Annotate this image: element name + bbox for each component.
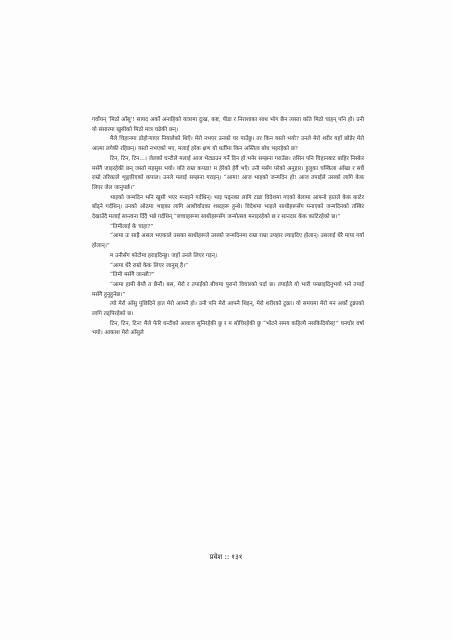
paragraph-3: टिन, टिन, टिन...। जेलको घन्टीले मलाई आज भेट्याउन गर्ने दिन हो भनेर सम्झना गराउँछ। तसिन पनि चिहानबाट बाहिर निस्केर मसँगै जाइरहेकी छन् जस्तो महसुस भयो। यति राम्रा कपडा! म हेरेको हेर्यै भएँ। उनी मसँग परेको अनुहार। हुलुका चम्किला आँखा र सधैं राम्रो तरिकाले शृङ्गारिएको कपाल। उनले मलाई सम्झना गराइन्। “आमा! आज भाइको जन्मदिन हो! आज तपाईंले उसको लागि केक लिएर जेल जानुपर्छ।” (92, 155, 364, 191)
paragraph-2: मैले चिहानमा डोहोऱ्याएर नियालेको थिएँ। मेरो नभएर उनको घर पाउँछु। तर किन यस्तो भयो? उनले मेरो शरीर यहाँ छोडेर मेरो आत्मा लगेकी रहिछन्। यस्तो नभएको भए, मलाई हरेक क्षण यो धर्तीमा किन अस्तित्व बोध भइरहेको छ? (92, 136, 364, 153)
page-footer: प्रवेश :: १३१ (209, 553, 243, 561)
dialogue-4: “तिमी मसँगै जान्छौ?” (110, 272, 155, 279)
dialogue-3: “आमा धेरै राम्रो केक लिएर जानुस् है।” (110, 262, 188, 269)
paragraph-7: टिन, टिन, टिन! मैले फेरि घन्टीको आवाज सुनिरहेकी छु र म सोचिरहेकी छु “भोटने समय कहिल्यै नसकिदियोस्!” घनघोर वर्षा भयो। आकाश मेरो आँसुले (92, 320, 364, 337)
paragraph-1: गर्वोयन् ‘मिठो आँसु’! सायद अर्को अनाहिको यात्रामा दुःख, कष्ट, पीडा र निराशाका साथ भोग छैन त्यस्ता कति मिठो चाहन् पनि हो। उनी यो संसारमा खुसीको मिठो मात्र चढेकी छन्। (92, 117, 364, 133)
body-text (92, 116, 364, 339)
dialogue-2: “आमा उः साह्रै असल भएकाले उसका साथीहरूले उसको जन्मदिनमा राम्रा राम्रा उपहार ल्याइदिए होलान्। उसलाई धेरै माया गर्या होलान्।” (92, 233, 364, 250)
dialogue-5: “आमा हामी बेग्लै त छैनौं। बस, मेरो र तपाईंको बीचमा पुरानो विचारको पर्दा छ। तपाईंले यो भारी पन्छाइदिनुभयो भने तपाईं मसँगै हुनुहुनेछ।” (92, 281, 364, 298)
dialogue-1: “तिमीलाई के चाहा?” (110, 223, 154, 230)
paragraph-4: भाइको जन्मदिन भनि खुसी भएर मनाइने गर्दथिन्। भाइ पढ्नका लागि टाढा विदेशमा गएको बेलामा आफ्नो हातले केक काटेर बाँड्ने गर्दथिन्। उनको ओठमा भाइका लागि आशीर्वादका शब्दहरू हुन्थे। विदेशमा भाइले साथीहरूसँग मनाएको जन्मदिनको तस्बिर देखाउँदै मलाई सान्त्वना दिँदै भन्ने गर्दथिन् “बच्चाहरूमा साथीहरूसँग जन्मोत्सव मनाइरहेको छ र सानदार केक काटिरहेको छ।” (92, 194, 364, 221)
paragraph-6: त्यो मेरो आँसु पुछिदिने हात मेरो आफ्नै हो। उनी पनि मेरो आफ्नै थिइन्, मेरो शरीरको टुक्रा। यो समयमा मेरो मन अर्को टुक्राको लागि तड्पिरहेको छ। (92, 301, 364, 318)
paragraph-5: म उनीसँग फोटोमा हराइदिन्छु। जहाँ उनले लिएर गइन्। (110, 252, 217, 259)
